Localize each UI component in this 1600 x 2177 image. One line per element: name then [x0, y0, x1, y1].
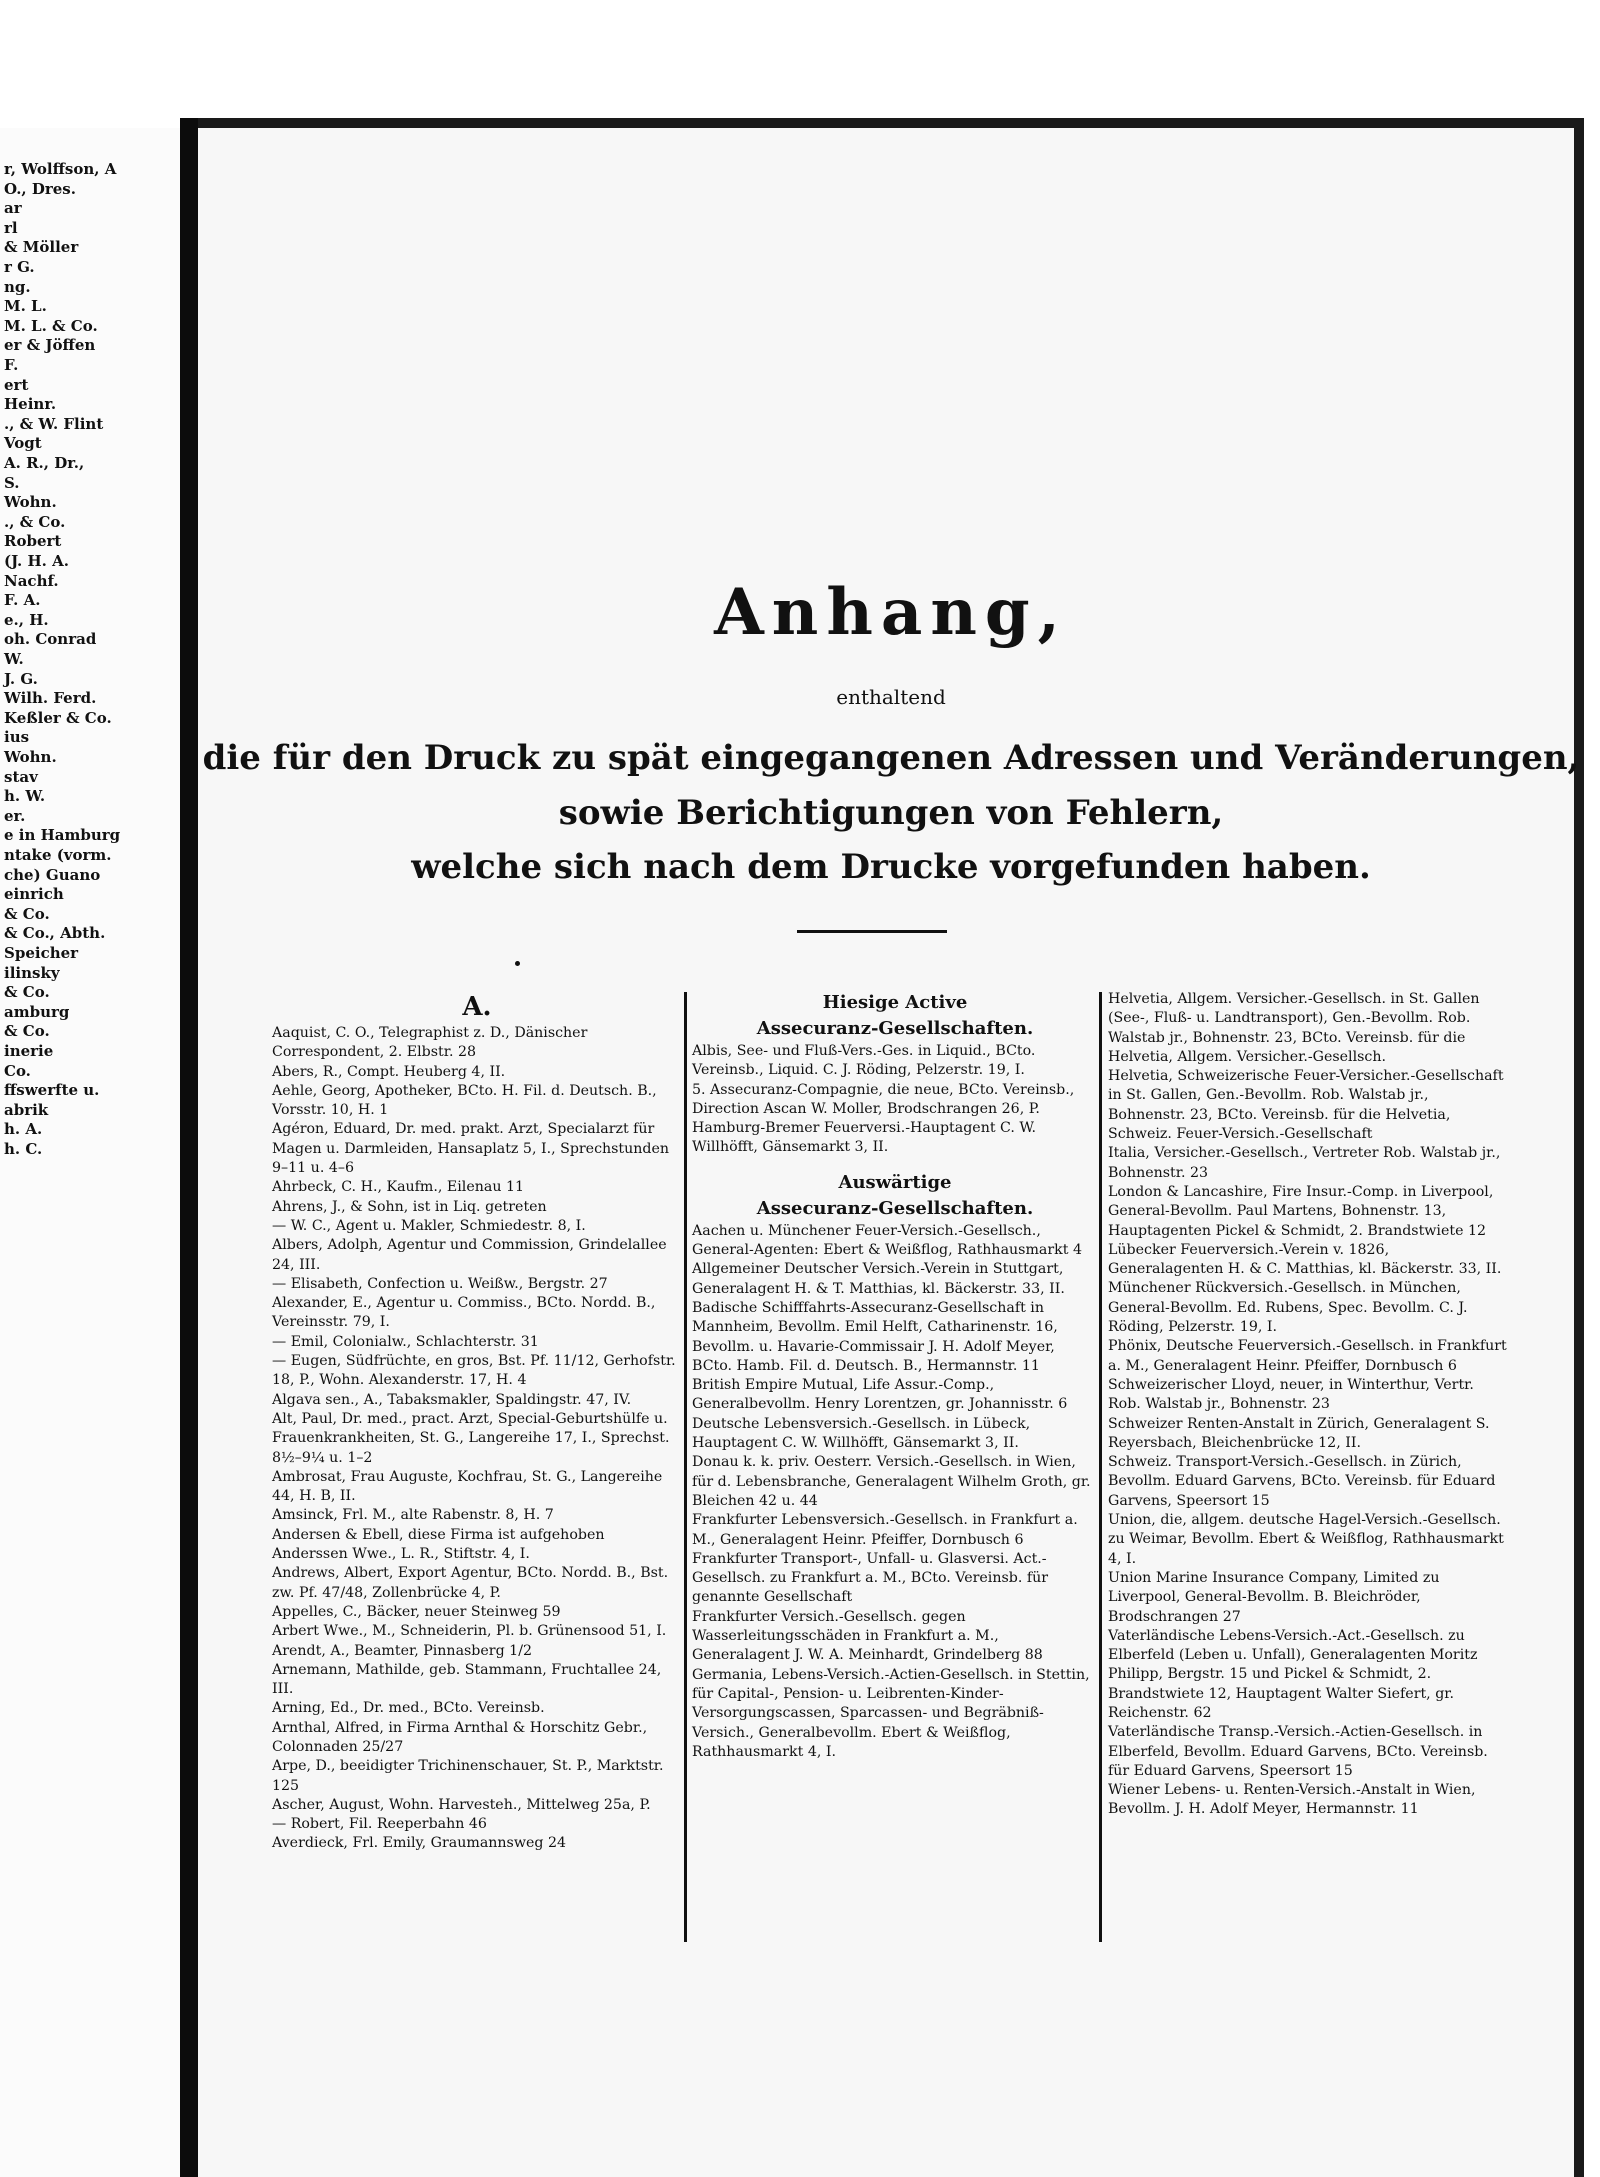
- previous-page-text: ius: [4, 728, 30, 747]
- previous-page-text: & Co.: [4, 983, 50, 1002]
- list-item: Arning, Ed., Dr. med., BCto. Vereinsb.: [272, 1700, 545, 1717]
- previous-page-text: M. L. & Co.: [4, 316, 98, 335]
- list-item: Deutsche Lebensversich.-Gesellsch. in Lübeck, Hauptagent C. W. Willhöfft, Gänsemarkt 3, II.: [692, 1415, 1031, 1452]
- list-item: Alt, Paul, Dr. med., pract. Arzt, Special-Geburtshülfe u. Frauenkrankheiten, St. G., Langereihe 17, I., Sprechst. 8½–9¼ u. 1–2: [272, 1410, 670, 1466]
- list-item: Andrews, Albert, Export Agentur, BCto. Nordd. B., Bst. zw. Pf. 47/48, Zollenbrücke 4, P.: [272, 1565, 669, 1601]
- page-top-border: [198, 118, 1584, 128]
- list-item: — Emil, Colonialw., Schlachterstr. 31: [272, 1333, 539, 1350]
- previous-page-text: S.: [4, 473, 20, 492]
- previous-page-text: W.: [4, 650, 24, 668]
- column-foreign-insurance-continued: [1108, 990, 1508, 1820]
- list-item: Andersen & Ebell, diese Firma ist aufgehoben: [272, 1526, 605, 1543]
- previous-page-text: (J. H. A.: [4, 552, 69, 570]
- previous-page-text: ng.: [4, 277, 31, 296]
- list-item: Helvetia, Allgem. Versicher.-Gesellsch. in St. Gallen (See-, Fluß- u. Landtransport), Gen.-Bevollm. Rob. Walstab jr., Bohnenstr. 23, BCto. Vereinsb. für die Helvetia, Allgem. Versicher.-Gesellsch.: [1108, 991, 1480, 1065]
- previous-page-text: ilinsky: [4, 963, 60, 982]
- list-item: Aachen u. Münchener Feuer-Versich.-Gesellsch., General-Agenten: Ebert & Weißflog, Rathhausmarkt 4: [692, 1222, 1082, 1259]
- list-item: Vaterländische Transp.-Versich.-Actien-Gesellsch. in Elberfeld, Bevollm. Eduard Garvens, BCto. Vereinsb. für Eduard Garvens, Speersort 15: [1108, 1724, 1488, 1779]
- previous-page-text: & Co.: [4, 904, 50, 923]
- previous-page-text: Nachf.: [4, 571, 59, 590]
- list-item: Alexander, E., Agentur u. Commiss., BCto. Nordd. B., Vereinsstr. 79, I.: [272, 1295, 656, 1331]
- previous-page-text: abrik: [4, 1100, 49, 1119]
- previous-page-text: A. R., Dr.,: [4, 454, 85, 472]
- previous-page-text: Wohn.: [4, 748, 57, 766]
- list-item: Arnthal, Alfred, in Firma Arnthal & Horschitz Gebr., Colonnaden 25/27: [272, 1719, 648, 1755]
- list-item: Hamburg-Bremer Feuerversi.-Hauptagent C. W. Willhöfft, Gänsemarkt 3, II.: [692, 1120, 1037, 1156]
- list-item: Ambrosat, Frau Auguste, Kochfrau, St. G., Langereihe 44, H. B, II.: [272, 1468, 663, 1505]
- foreign-insurance-heading-2: Assecuranz-Gesellschaften.: [756, 1197, 1034, 1219]
- foreign-insurance-entries: [692, 1222, 1098, 1762]
- column-insurance-local-and-foreign: [692, 990, 1098, 1762]
- list-item: Vaterländische Lebens-Versich.-Act.-Gesellsch. zu Elberfeld (Leben u. Unfall), Generalagenten Moritz Philipp, Bergstr. 15 und Pickel & Schmidt, 2. Brandstwiete 12, Hauptagent Walter Siefert, gr. Reichenstr. 62: [1108, 1627, 1478, 1721]
- column-a-heading: A.: [462, 992, 492, 1022]
- list-item: London & Lancashire, Fire Insur.-Comp. in Liverpool, General-Bevollm. Paul Martens, Bohnenstr. 13, Hauptagenten Pickel & Schmidt, 2. Brandstwiete 12: [1108, 1183, 1494, 1239]
- list-item: — Elisabeth, Confection u. Weißw., Bergstr. 27: [272, 1275, 608, 1292]
- list-item: Albis, See- und Fluß-Vers.-Ges. in Liquid., BCto. Vereinsb., Liquid. C. J. Röding, Pelzerstr. 19, I.: [692, 1043, 1036, 1079]
- previous-page-text: ntake (vorm.: [4, 846, 112, 864]
- list-item: — Eugen, Südfrüchte, en gros, Bst. Pf. 11/12, Gerhofstr. 18, P., Wohn. Alexanderstr. 17, H. 4: [272, 1353, 676, 1389]
- list-item: — W. C., Agent u. Makler, Schmiedestr. 8, I.: [272, 1217, 586, 1234]
- previous-page-text: inerie: [4, 1042, 54, 1060]
- subtitle-line-1: die für den Druck zu spät eingegangenen Adressen und Veränderungen,: [202, 738, 1580, 778]
- previous-page-text: & Co., Abth.: [4, 924, 106, 943]
- list-item: Arnemann, Mathilde, geb. Stammann, Fruchtallee 24, III.: [272, 1661, 662, 1698]
- list-item: British Empire Mutual, Life Assur.-Comp., Generalbevollm. Henry Lorentzen, gr. Johannisstr. 6: [692, 1377, 1068, 1413]
- book-spine: [180, 118, 198, 2177]
- list-item: Anderssen Wwe., L. R., Stiftstr. 4, I.: [272, 1546, 530, 1563]
- list-item: Ascher, August, Wohn. Harvesteh., Mittelweg 25a, P.: [272, 1796, 651, 1813]
- previous-page-text: ffswerfte u.: [4, 1081, 100, 1100]
- foreign-insurance-heading-1: Auswärtige: [838, 1171, 952, 1193]
- previous-page-text: r G.: [4, 258, 35, 276]
- print-dot: [515, 961, 520, 966]
- list-item: Germania, Lebens-Versich.-Actien-Gesellsch. in Stettin, für Capital-, Pension- u. Leibrenten-Kinder-Versorgungscassen, Sparcassen- und Begräbniß-Versich., Generalbevollm. Ebert & Weißflog, Rathhausmarkt 4, I.: [692, 1666, 1090, 1760]
- list-item: Italia, Versicher.-Gesellsch., Vertreter Rob. Walstab jr., Bohnenstr. 23: [1108, 1145, 1501, 1181]
- list-item: Averdieck, Frl. Emily, Graumannsweg 24: [272, 1835, 567, 1852]
- previous-page-fragment: [0, 128, 180, 2177]
- list-item: Abers, R., Compt. Heuberg 4, II.: [272, 1063, 506, 1080]
- list-item: Algava sen., A., Tabaksmakler, Spaldingstr. 47, IV.: [272, 1391, 632, 1408]
- list-item: Union, die, allgem. deutsche Hagel-Versich.-Gesellsch. zu Weimar, Bevollm. Ebert & Weißflog, Rathhausmarkt 4, I.: [1108, 1512, 1504, 1567]
- previous-page-text: h. A.: [4, 1120, 43, 1139]
- list-item: — Robert, Fil. Reeperbahn 46: [272, 1816, 487, 1833]
- list-item: Lübecker Feuerversich.-Verein v. 1826, Generalagenten H. & C. Matthias, kl. Bäckerstr. 33, II.: [1108, 1241, 1502, 1278]
- list-item: Aehle, Georg, Apotheker, BCto. H. Fil. d. Deutsch. B., Vorsstr. 10, H. 1: [272, 1082, 657, 1119]
- previous-page-text: Wilh. Ferd.: [4, 689, 97, 708]
- list-item: Donau k. k. priv. Oesterr. Versich.-Gesellsch. in Wien, für d. Lebensbranche, Generalagent Wilhelm Groth, gr. Bleichen 42 u. 44: [692, 1454, 1091, 1509]
- list-item: Badische Schifffahrts-Assecuranz-Gesellschaft in Mannheim, Bevollm. Emil Helft, Catharinenstr. 16, Bevollm. u. Havarie-Commissair J. H. Adolf Meyer, BCto. Hamb. Fil. d. Deutsch. B., Hermannstr. 11: [692, 1299, 1058, 1374]
- list-item: Schweiz. Transport-Versich.-Gesellsch. in Zürich, Bevollm. Eduard Garvens, BCto. Vereinsb. für Eduard Garvens, Speersort 15: [1108, 1454, 1496, 1509]
- list-item: Albers, Adolph, Agentur und Commission, Grindelallee 24, III.: [272, 1237, 667, 1273]
- previous-page-text: ar: [4, 199, 22, 218]
- previous-page-text: einrich: [4, 885, 64, 904]
- subtitle-line-2: sowie Berichtigungen von Fehlern,: [558, 793, 1224, 833]
- list-item: Appelles, C., Bäcker, neuer Steinweg 59: [272, 1603, 561, 1620]
- previous-page-text: che) Guano: [4, 865, 101, 884]
- list-item: Ahrbeck, C. H., Kaufm., Eilenau 11: [272, 1179, 525, 1196]
- list-item: Arendt, A., Beamter, Pinnasberg 1/2: [272, 1642, 532, 1659]
- list-item: Münchener Rückversich.-Gesellsch. in München, General-Bevollm. Ed. Rubens, Spec. Bevollm. C. J. Röding, Pelzerstr. 19, I.: [1108, 1280, 1468, 1336]
- list-item: Allgemeiner Deutscher Versich.-Verein in Stuttgart, Generalagent H. & T. Matthias, kl. Bäckerstr. 33, II.: [692, 1261, 1065, 1297]
- previous-page-text: O., Dres.: [4, 179, 76, 198]
- column-a-entries: [272, 1024, 682, 1854]
- previous-page-text: stav: [4, 767, 38, 786]
- list-item: Arbert Wwe., M., Schneiderin, Pl. b. Grünensood 51, I.: [272, 1623, 667, 1640]
- previous-page-text: Keßler & Co.: [4, 708, 112, 727]
- list-item: Union Marine Insurance Company, Limited zu Liverpool, General-Bevollm. B. Bleichröder, Brodschrangen 27: [1108, 1569, 1440, 1625]
- previous-page-text: oh. Conrad: [4, 630, 97, 649]
- list-item: Frankfurter Versich.-Gesellsch. gegen Wasserleitungsschäden in Frankfurt a. M., Generalagent J. W. A. Meinhardt, Grindelberg 88: [692, 1608, 1043, 1664]
- local-insurance-heading-1: Hiesige Active: [822, 992, 968, 1013]
- previous-page-text: amburg: [4, 1002, 70, 1021]
- previous-page-text: Robert: [4, 532, 62, 551]
- list-item: Agéron, Eduard, Dr. med. prakt. Arzt, Specialarzt für Magen u. Darmleiden, Hansaplatz 5, I., Sprechstunden 9–11 u. 4–6: [272, 1121, 670, 1177]
- list-item: Aaquist, C. O., Telegraphist z. D., Dänischer Correspondent, 2. Elbstr. 28: [272, 1025, 588, 1061]
- subtitle-intro: enthaltend: [836, 685, 946, 709]
- previous-page-text: r, Wolffson, A: [4, 160, 117, 178]
- page-title: Anhang,: [714, 575, 1068, 650]
- previous-page-text: ., & W. Flint: [4, 414, 104, 433]
- column-divider-2: [1099, 992, 1102, 1942]
- previous-page-text: Wohn.: [4, 493, 57, 512]
- previous-page-text: Speicher: [4, 944, 79, 962]
- subtitle-line-3: welche sich nach dem Drucke vorgefunden haben.: [411, 847, 1371, 887]
- list-item: Schweizerischer Lloyd, neuer, in Winterthur, Vertr. Rob. Walstab jr., Bohnenstr. 23: [1108, 1376, 1474, 1413]
- local-insurance-heading-2: Assecuranz-Gesellschaften.: [756, 1018, 1034, 1039]
- previous-page-text: er.: [4, 806, 26, 825]
- previous-page-text: Vogt: [4, 434, 42, 453]
- foreign-insurance-entries-continued: [1108, 990, 1508, 1820]
- scan-top-margin: [0, 0, 1600, 118]
- previous-page-text: rl: [4, 218, 18, 237]
- previous-page-text: & Co.: [4, 1022, 50, 1041]
- list-item: Ahrens, J., & Sohn, ist in Liq. getreten: [272, 1198, 547, 1215]
- previous-page-text: er & Jöffen: [4, 336, 96, 355]
- previous-page-text: h. W.: [4, 787, 46, 806]
- previous-page-text: M. L.: [4, 297, 47, 316]
- previous-page-text: Co.: [4, 1061, 31, 1080]
- list-item: Frankfurter Lebensversich.-Gesellsch. in Frankfurt a. M., Generalagent Heinr. Pfeiffer, Dornbusch 6: [692, 1512, 1078, 1548]
- previous-page-text: & Möller: [4, 238, 79, 257]
- previous-page-text: F. A.: [4, 591, 41, 610]
- previous-page-text: F.: [4, 356, 19, 374]
- list-item: 5. Assecuranz-Compagnie, die neue, BCto. Vereinsb., Direction Ascan W. Moller, Brodschrangen 26, P.: [692, 1081, 1075, 1117]
- column-a: [272, 990, 682, 1854]
- previous-page-text: e in Hamburg: [4, 826, 121, 845]
- previous-page-text: ert: [4, 375, 29, 394]
- list-item: Frankfurter Transport-, Unfall- u. Glasversi. Act.-Gesellsch. zu Frankfurt a. M., BCto. Vereinsb. für genannte Gesellschaft: [692, 1550, 1049, 1606]
- list-item: Schweizer Renten-Anstalt in Zürich, Generalagent S. Reyersbach, Bleichenbrücke 12, II.: [1108, 1415, 1490, 1451]
- list-item: Helvetia, Schweizerische Feuer-Versicher.-Gesellschaft in St. Gallen, Gen.-Bevollm. Rob. Walstab jr., Bohnenstr. 23, BCto. Vereinsb. für die Helvetia, Schweiz. Feuer-Versich.-Gesellschaft: [1108, 1068, 1504, 1143]
- local-insurance-entries: [692, 1042, 1098, 1158]
- column-divider-1: [684, 992, 687, 1942]
- list-item: Arpe, D., beeidigter Trichinenschauer, St. P., Marktstr. 125: [272, 1758, 664, 1794]
- title-divider: [797, 930, 947, 933]
- previous-page-text: Heinr.: [4, 395, 57, 414]
- previous-page-text: e., H.: [4, 610, 49, 629]
- previous-page-text: J. G.: [4, 669, 38, 688]
- list-item: Amsinck, Frl. M., alte Rabenstr. 8, H. 7: [272, 1507, 554, 1524]
- list-item: Wiener Lebens- u. Renten-Versich.-Anstalt in Wien, Bevollm. J. H. Adolf Meyer, Hermannstr. 11: [1108, 1782, 1476, 1818]
- list-item: Phönix, Deutsche Feuerversich.-Gesellsch. in Frankfurt a. M., Generalagent Heinr. Pfeiffer, Dornbusch 6: [1108, 1338, 1507, 1374]
- previous-page-text: ., & Co.: [4, 512, 66, 531]
- previous-page-text: h. C.: [4, 1140, 43, 1158]
